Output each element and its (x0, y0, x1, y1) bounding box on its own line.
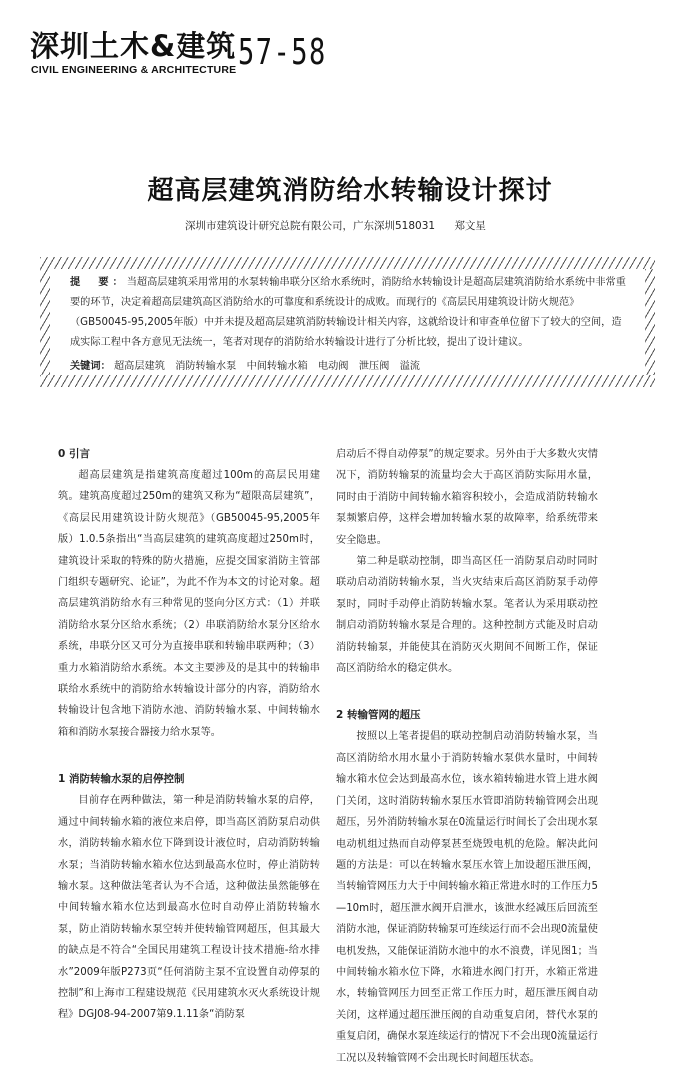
journal-logo-en: CIVIL ENGINEERING & ARCHITECTURE (31, 64, 237, 76)
journal-logo-cn: 深圳土木&建筑 (30, 29, 237, 63)
section-0-paragraph: 超高层建筑是指建筑高度超过100m的高层民用建筑。建筑高度超过250m的建筑又称为“超限高层建筑”，《高层民用建筑设计防火规范》（GB50045-95,2005年版）1.0.5条指出“当高层建筑的建筑高度超过250m时，建筑设计采取的特殊的防火措施，应提交国家消防主管部门组织专题研究、论证”，为此不作为本文的讨论对象。超高层建筑消防给水有三种常见的竖向分区方式：（1）并联消防给水泵分区给水系统；（2）串联消防给水泵分区给水系统，串联分区又可分为直接串联和转输串联两种；（3）重力水箱消防给水系统。本文主要涉及的是其中的转输串联给水系统中的消防给水转输设计部分的内容，消防给水转输设计包含地下消防水池、消防转输水泵、中间转输水箱和消防水泵接合器接力给水泵等。 (58, 470, 320, 738)
abstract-paragraph (70, 273, 630, 353)
page-range: 57-58 (238, 32, 327, 73)
affiliation-line (185, 218, 486, 233)
body-column-right (336, 444, 598, 1069)
keyword: 超高层建筑 (114, 361, 165, 372)
section-1-paragraph-2: 第二种是联动控制，即当高区任一消防泵启动时同时联动启动消防转输水泵，当火灾结束后高区消防泵手动停泵时，同时手动停止消防转输水泵。笔者认为采用联动控制启动消防转输水泵是合理的。这种控制方式能及时启动消防转输泵，并能使其在消防灭火期间不间断工作，保证高区消防给水的稳定供水。 (336, 556, 598, 675)
section-heading-0: 0 引言 (58, 448, 90, 460)
affiliation: 深圳市建筑设计研究总院有限公司，广东深圳518031 (185, 220, 436, 232)
section-2-paragraph: 按照以上笔者提倡的联动控制启动消防转输水泵，当高区消防给水用水量小于消防转输水泵供水量时，中间转输水箱水位会达到最高水位，该水箱转输进水管上进水阀门关闭，这时消防转输水泵压水管即消防转输管网会出现超压，另外消防转输水泵在0流量运行时间长了会出现水泵电动机组过热而自动停泵甚至烧毁电机的危险。解决此问题的方法是：可以在转输水泵压水管上加设超压泄压阀，当转输管网压力大于中间转输水箱正常进水时的工作压力5—10m时，超压泄水阀开启泄水，该泄水经减压后回流至消防水池，保证消防转输泵可连续运行而不会出现0流量使电机发热，又能保证消防水池中的水不浪费，详见图1；当中间转输水箱水位下降，水箱进水阀门打开，水箱正常进水，转输管网压力回至正常工作压力时，超压泄压阀自动关闭，这样通过超压泄压阀的自动重复启闭，替代水泵的重复启闭，确保水泵连续运行的情况下不会出现0流量运行工况以及转输管网不会出现长时间超压状态。 (336, 731, 598, 1064)
abstract-label: 提 要： (70, 277, 127, 288)
keyword: 中间转输水箱 (246, 361, 308, 372)
section-heading-1: 1 消防转输水泵的启停控制 (58, 773, 185, 786)
keyword: 消防转输水泵 (175, 361, 237, 372)
author: 郑文星 (454, 220, 486, 232)
section-1-paragraph-1: 目前存在两种做法，第一种是消防转输水泵的启停，通过中间转输水箱的液位来启停，即当高区消防泵启动供水，消防转输水箱水位下降到设计液位时，启动消防转输水泵；当消防转输水箱水位达到最高水位时，停止消防转输水泵。这种做法笔者认为不合适，这种做法虽然能够在中间转输水箱水位达到最高水位时自动停止消防转输水泵，防止消防转输水泵空转并使转输管网超压，但其最大的缺点是不符合“全国民用建筑工程设计技术措施-给水排水”2009年版P273页“任何消防主泵不宜设置自动停泵的控制”和上海市工程建设规范《民用建筑水灭火系统设计规程》DGJ08-94-2007第9.1.11条“消防泵 (58, 795, 320, 1021)
hatch-border-left (40, 269, 50, 375)
keyword: 泄压阀 (358, 361, 390, 372)
article-title: 超高层建筑消防给水转输设计探讨 (147, 176, 553, 206)
section-1-paragraph-1-continued: 启动后不得自动停泵”的规定要求。另外由于大多数火灾情况下，消防转输泵的流量均会大于高区消防实际用水量，同时由于消防中间转输水箱容积较小，会造成消防转输水泵频繁启停，这样会增加转输水泵的故障率，给系统带来安全隐患。 (336, 449, 598, 546)
keywords-line (70, 357, 630, 377)
abstract-content (70, 273, 630, 377)
keywords-label: 关键词： (70, 361, 111, 372)
hatch-border-top (40, 257, 655, 269)
hatch-border-right (645, 269, 655, 375)
keyword: 电动阀 (317, 361, 349, 372)
journal-header (30, 30, 670, 90)
body-column-left (58, 444, 320, 1026)
abstract-box (40, 257, 655, 387)
abstract-text: 当超高层建筑采用常用的水泵转输串联分区给水系统时，消防给水转输设计是超高层建筑消防给水系统中非常重要的环节，决定着超高层建筑高区消防给水的可靠度和系统设计的成败。而现行的《高层民用建筑设计防火规范》（GB50045-95,2005年版）中并未提及超高层建筑消防转输设计相关内容，这就给设计和审查单位留下了较大的空间，造成实际工程中各方意见无法统一，笔者对现存的消防给水转输设计进行了分析比较，提出了设计建议。 (70, 277, 626, 348)
section-heading-2: 2 转输管网的超压 (336, 709, 421, 722)
keyword: 溢流 (399, 361, 420, 372)
